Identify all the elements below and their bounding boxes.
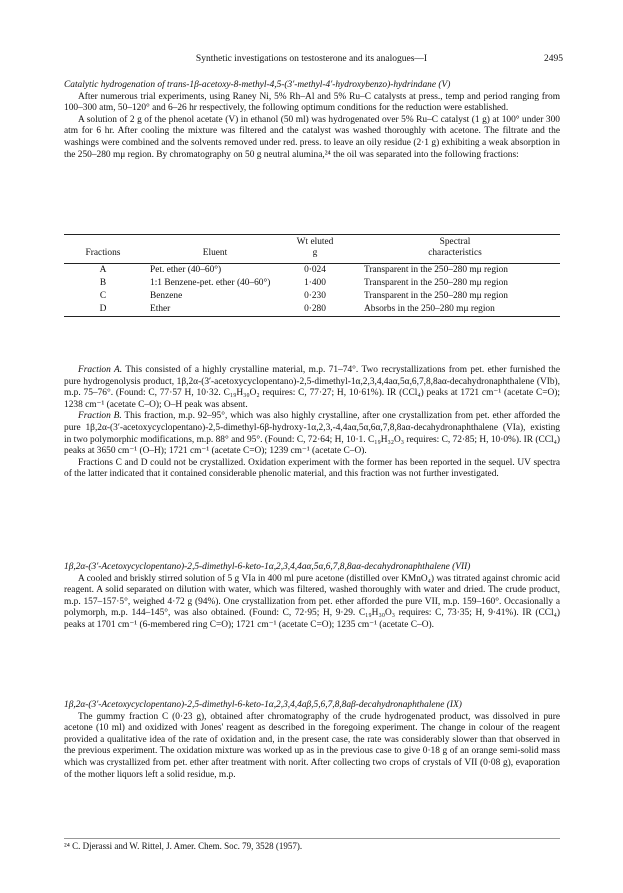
fraction-b-text: This fraction, m.p. 92–95°, which was also highly crystalline, after one crystallization from pet. ether afforded the pure 1β,2α-(3′-acetoxycyclopentano)-2,5-dimethyl-6β-hydroxy-1α,2,3,-4,4aα,5α,6α,7,8,8aα-decahydronaphthalene (VIa), existing in two polymorphic modifications, m.p. 88° and 95°. (Found: C, 72·64; H, 10·1. C₁₉H₃₂O₃ requires: C, 72·85; H, 10·0%). IR (CCl₄) peaks at 3650 cm⁻¹ (O–H); 1721 cm⁻¹ (acetate C=O); 1239 cm⁻¹ (acetate C–O).: [64, 411, 560, 457]
section-compound-ix: [64, 700, 560, 781]
fraction-b-label: Fraction B.: [78, 411, 122, 422]
col-header-spectral: [350, 235, 560, 262]
cell-wt: 0·230: [304, 291, 326, 301]
table-row: [64, 264, 560, 278]
paragraph-fraction-a: [64, 365, 560, 411]
cell-wt: 1·400: [304, 278, 326, 288]
section-heading: Catalytic hydrogenation of trans-1β-acetoxy-8-methyl-4,5-(3′-methyl-4′-hydroxybenzo)-hydrindane (V): [64, 80, 451, 90]
cell-fraction: A: [99, 265, 107, 275]
table-row: [64, 303, 560, 317]
cell-eluent: Benzene: [150, 291, 183, 301]
table-row: [64, 277, 560, 290]
section-hydrogenation: [64, 80, 560, 161]
paragraph: After numerous trial experiments, using Raney Ni, 5% Rh–Al and 5% Ru–C catalysts at press., temp and period ranging from 100–300 atm, 50–120° and 6–26 hr respectively, the following optimum conditions for the reduction were established.: [64, 91, 560, 114]
col-header-eluent: Eluent: [202, 248, 228, 258]
cell-fraction: C: [99, 291, 107, 301]
cell-spectral: Absorbs in the 250–280 mμ region: [364, 304, 495, 314]
col-header-wt: [280, 235, 350, 262]
fractions-table: [64, 234, 560, 317]
paragraph-fractions-cd: Fractions C and D could not be crystallized. Oxidation experiment with the former has been reported in the sequel. UV spectra of the latter indicated that it contained considerable phenolic material, and this fraction was not further investigated.: [64, 457, 560, 480]
cell-spectral: Transparent in the 250–280 mμ region: [364, 291, 508, 301]
paragraph: A solution of 2 g of the phenol acetate (V) in ethanol (50 ml) was hydrogenated over 5% Ru–C catalyst (1 g) at 100° under 300 atm for 6 hr. After cooling the mixture was filtered and the catalyst was washed thoroughly with acetone. The filtrate and the washings were combined and the solvents removed under red. press. to leave an oily residue (2·1 g) exhibiting a weak absorption in the 250–280 mμ region. By chromatography on 50 g neutral alumina,²⁴ the oil was separated into the following fractions:: [64, 114, 560, 160]
cell-wt: 0·280: [304, 304, 326, 314]
section-fraction-results: [64, 365, 560, 481]
cell-spectral: Transparent in the 250–280 mμ region: [364, 265, 508, 275]
cell-spectral: Transparent in the 250–280 mμ region: [364, 278, 508, 288]
fractions-table-wrap: [64, 228, 560, 317]
fraction-a-text: This consisted of a highly crystalline material, m.p. 71–74°. Two recrystallizations from pet. ether furnished the pure hydrogenolysis product, 1β,2α-(3′-acetoxycyclopentano)-2,5-dimethyl-1α,2,3,4,4aα,5α,6,7,8,8aα-decahydronaphthalene (VIb), m.p. 75–76°. (Found: C, 77·57 H, 10·32. C₁₉H₃₀O₂ requires: C, 77·27; H, 10·61%). IR (CCl₄) peaks at 1721 cm⁻¹ (acetate C=O); 1238 cm⁻¹ (acetate C–O); O–H peak was absent.: [64, 365, 560, 410]
paragraph-fraction-b: [64, 411, 560, 457]
col-header-spectral-line1: Spectral: [439, 237, 471, 247]
cell-eluent: 1:1 Benzene-pet. ether (40–60°): [150, 278, 271, 288]
paragraph: A cooled and briskly stirred solution of 5 g VIa in 400 ml pure acetone (distilled over KMnO₄) was titrated against chromic acid reagent. A solid separated on dilution with water, which was filtered, washed thoroughly with water and dried. The crude product, m.p. 157–157·5°, weighed 4·72 g (94%). One crystallization from pet. ether afforded the pure VII, m.p. 159–160°. Occasionally a polymorph, m.p. 144–145°, was also obtained. (Found: C, 72·95; H, 9·29. C₁₉H₃₀O₃ requires: C, 73·35; H, 9·41%). IR (CCl₄) peaks at 1701 cm⁻¹ (6-membered ring C=O); 1721 cm⁻¹ (acetate C=O); 1235 cm⁻¹ (acetate C–O).: [64, 573, 560, 630]
running-title: Synthetic investigations on testosterone and its analogues—I: [195, 54, 428, 64]
running-header: [0, 54, 623, 68]
table-row: [64, 290, 560, 303]
section-heading: 1β,2α-(3′-Acetoxycyclopentano)-2,5-dimethyl-6-keto-1α,2,3,4,4aβ,5,6,7,8,8aβ-decahydronaphthalene (IX): [64, 700, 462, 710]
col-header-wt-line2: g: [312, 248, 318, 258]
page-number: 2495: [544, 54, 563, 64]
col-header-spectral-line2: characteristics: [428, 248, 482, 258]
cell-wt: 0·024: [304, 265, 326, 275]
col-header-fractions: Fractions: [85, 248, 121, 258]
cell-eluent: Pet. ether (40–60°): [150, 265, 222, 275]
fraction-a-label: Fraction A.: [78, 365, 123, 375]
cell-fraction: D: [99, 304, 107, 314]
section-heading: 1β,2α-(3′-Acetoxycyclopentano)-2,5-dimethyl-6-keto-1α,2,3,4,4aα,5α,6,7,8,8aα-decahydronaphthalene (VII): [64, 562, 471, 572]
paragraph: The gummy fraction C (0·23 g), obtained after chromatography of the crude hydrogenated product, was dissolved in pure acetone (10 ml) and oxidized with Jones' reagent as described in the foregoing experiment. The change in colour of the reagent provided a qualitative idea of the rate of oxidation and, in the present case, the rate was considerably slower than that observed in the previous experiment. The oxidation mixture was worked up as in the previous case to give 0·18 g of an orange semi-solid mass which was crystallized from pet. ether after treatment with norit. After collecting two crops of crystals of VII (0·08 g), evaporation of the mother liquors left a solid residue, m.p.: [64, 711, 560, 780]
cell-fraction: B: [99, 278, 107, 288]
footnote: ²⁴ C. Djerassi and W. Rittel, J. Amer. Chem. Soc. 79, 3528 (1957).: [64, 838, 560, 851]
section-compound-vii: [64, 562, 560, 632]
col-header-wt-line1: Wt eluted: [296, 237, 334, 247]
cell-eluent: Ether: [150, 304, 171, 314]
